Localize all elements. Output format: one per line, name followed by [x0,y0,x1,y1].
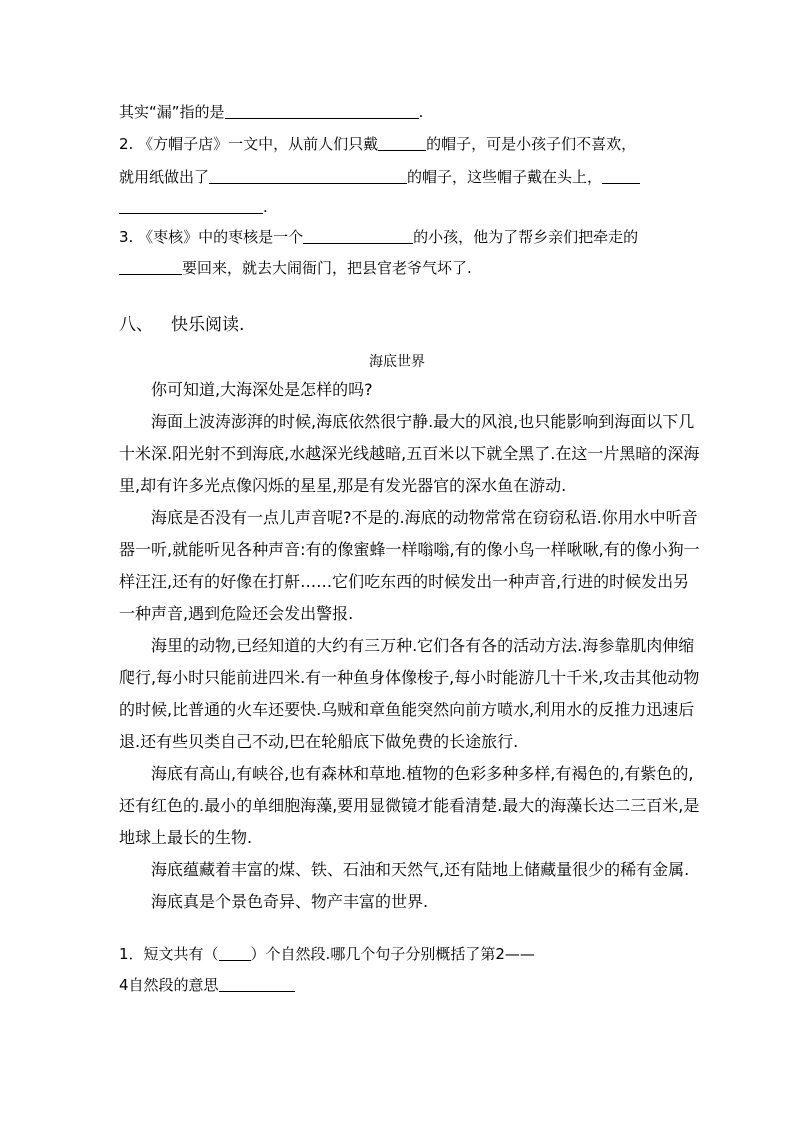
fill-text: . [263,198,268,216]
question-text: ）个自然段.哪几个句子分别概括了第2—— [250,945,535,963]
fill-text: 的帽子，这些帽子戴在头上， [407,168,603,186]
passage-body [119,374,701,918]
answer-blank[interactable] [119,258,182,275]
question-line-2 [119,974,699,996]
fill-text: 要回来，就去大闹衙门，把县官老爷气坏了. [182,259,472,277]
fill-text: 的小孩，他为了帮乡亲们把牵走的 [413,228,639,246]
answer-blank[interactable] [119,197,263,214]
fill-line-3 [119,166,699,188]
fill-text: 其实“漏”指的是 [119,103,225,121]
fill-text: 就用纸做出了 [119,168,210,186]
fill-line-4 [119,196,699,218]
question-text: 1．短文共有（ [119,945,219,963]
fill-text: 3. 《枣核》中的枣核是一个 [119,228,304,246]
paragraph: 海底蕴藏着丰富的煤、铁、石油和天然气,还有陆地上储藏量很少的稀有金属. [151,860,690,879]
answer-blank[interactable] [602,167,640,184]
passage-title: 海底世界 [369,354,425,370]
fill-line-5 [119,226,699,248]
paragraph: 海里的动物,已经知道的大约有三万种.它们各有各的活动方法.海参靠肌肉伸缩爬行,每小时只能前进四米.有一种鱼身体像梭子,每小时能游几十千米,攻击其他动物的时候,比普通的火车还要快.乌贼和章鱼能突然向前方喷水,利用水的反推力迅速后退.还有些贝类自己不动,巴在轮船底下做免费的长途旅行. [119,636,700,751]
section-heading [119,313,244,337]
section-title: 快乐阅读. [171,315,245,335]
fill-line-1 [119,101,699,123]
answer-blank[interactable] [219,975,295,992]
fill-text: 2. 《方帽子店》一文中，从前人们只戴 [119,135,379,153]
question-text: 4自然段的意思 [119,976,219,994]
answer-blank[interactable] [219,944,251,961]
paragraph: 海底是否没有一点儿声音呢?不是的.海底的动物常常在窃窃私语.你用水中听音器一听,就能听见各种声音:有的像蜜蜂一样嗡嗡,有的像小鸟一样啾啾,有的像小狗一样汪汪,还有的好像在打鼾……它们吃东西的时候发出一种声音,行进的时候发出另一种声音,遇到危险还会发出警报. [119,508,700,623]
fill-line-6 [119,257,699,279]
paragraph: 海面上波涛澎湃的时候,海底依然很宁静.最大的风浪,也只能影响到海面以下几十米深.阳光射不到海底,水越深光线越暗,五百米以下就全黑了.在这一片黑暗的深海里,却有许多光点像闪烁的星星,那是有发光器官的深水鱼在游动. [119,412,700,495]
section-number: 八、 [119,315,153,335]
fill-text: . [418,103,424,121]
paragraph: 你可知道,大海深处是怎样的吗? [151,380,373,399]
fill-text: 的帽子，可是小孩子们不喜欢， [426,135,637,153]
answer-blank[interactable] [225,102,419,119]
paragraph: 海底真是个景色奇异、物产丰富的世界. [151,892,429,911]
fill-line-2 [119,133,699,155]
answer-blank[interactable] [378,134,426,151]
answer-blank[interactable] [303,227,413,244]
paragraph: 海底有高山,有峡谷,也有森林和草地.植物的色彩多种多样,有褐色的,有紫色的,还有红色的.最小的单细胞海藻,要用显微镜才能看清楚.最大的海藻长达二三百米,是地球上最长的生物. [119,764,700,847]
answer-blank[interactable] [209,167,407,184]
question-line-1 [119,943,699,965]
